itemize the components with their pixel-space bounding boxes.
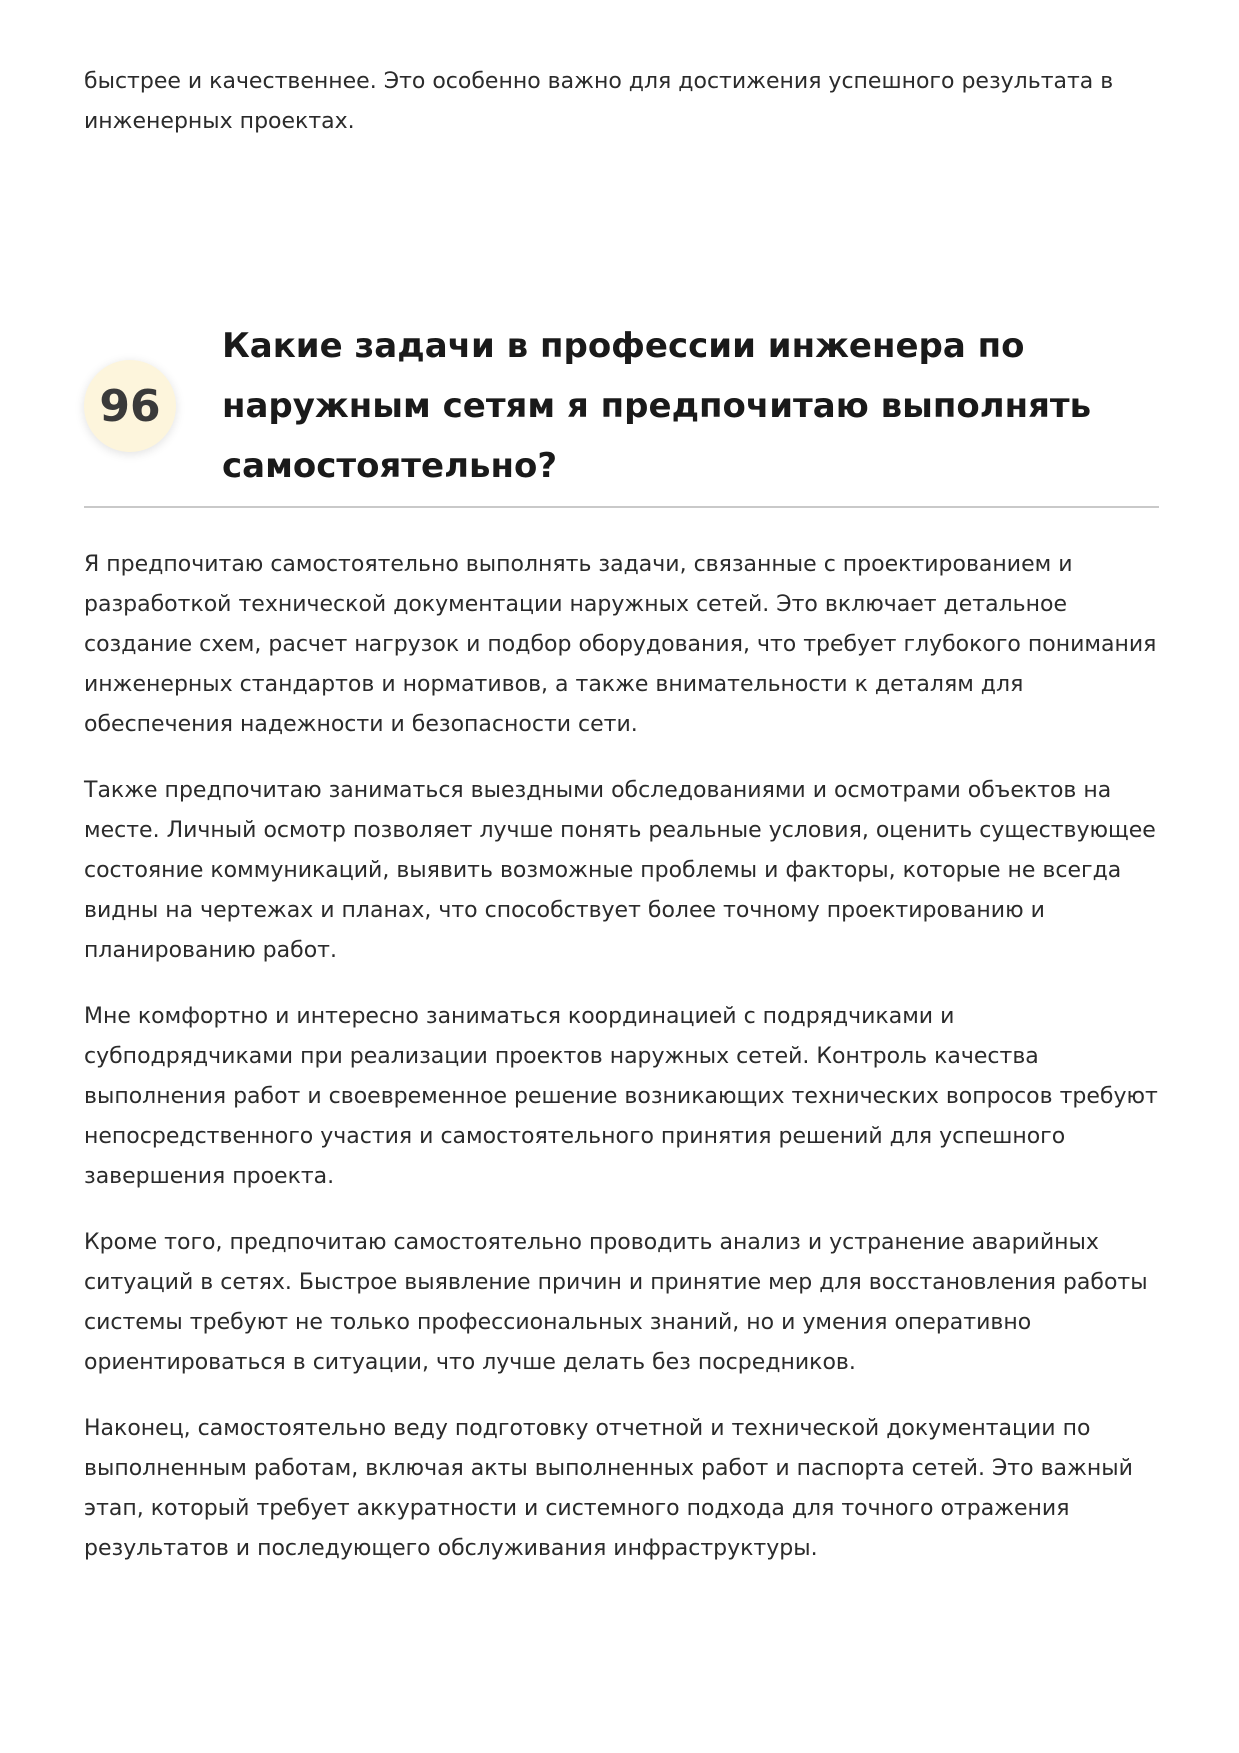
intro-paragraph: быстрее и качественнее. Это особенно важно для достижения успешного результата в инженерных проектах. xyxy=(84,69,1114,134)
question-header xyxy=(84,316,1159,508)
answer-paragraph: Кроме того, предпочитаю самостоятельно проводить анализ и устранение аварийных ситуаций в сетях. Быстрое выявление причин и принятие мер для восстановления работы системы требуют не только профессиональных знаний, но и умения оперативно ориентироваться в ситуации, что лучше делать без посредников. xyxy=(84,1230,1148,1375)
answer-paragraph: Также предпочитаю заниматься выездными обследованиями и осмотрами объектов на месте. Личный осмотр позволяет лучше понять реальные условия, оценить существующее состояние коммуникаций, выявить возможные проблемы и факторы, которые не всегда видны на чертежах и планах, что способствует более точному проектированию и планированию работ. xyxy=(84,778,1156,963)
answer-paragraph: Наконец, самостоятельно веду подготовку отчетной и технической документации по выполненным работам, включая акты выполненных работ и паспорта сетей. Это важный этап, который требует аккуратности и системного подхода для точного отражения результатов и последующего обслуживания инфраструктуры. xyxy=(84,1416,1133,1561)
question-number-badge: 96 xyxy=(84,360,176,452)
answer-body xyxy=(84,545,1159,1595)
answer-paragraph: Я предпочитаю самостоятельно выполнять задачи, связанные с проектированием и разработкой технической документации наружных сетей. Это включает детальное создание схем, расчет нагрузок и подбор оборудования, что требует глубокого понимания инженерных стандартов и нормативов, а также внимательности к деталям для обеспечения надежности и безопасности сети. xyxy=(84,552,1157,737)
question-title: Какие задачи в профессии инженера по наружным сетям я предпочитаю выполнять самостоятельно? xyxy=(222,326,1092,486)
answer-paragraph: Мне комфортно и интересно заниматься координацией с подрядчиками и субподрядчиками при реализации проектов наружных сетей. Контроль качества выполнения работ и своевременное решение возникающих технических вопросов требуют непосредственного участия и самостоятельного принятия решений для успешного завершения проекта. xyxy=(84,1004,1158,1189)
